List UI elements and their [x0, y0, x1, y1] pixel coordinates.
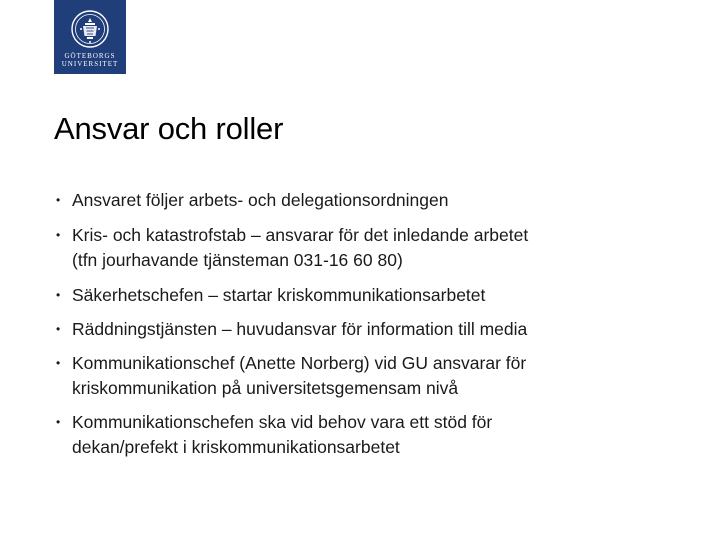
bullet-text-continued: (tfn jourhavande tjänsteman 031-16 60 80)	[72, 250, 403, 270]
bullet-dot-icon: •	[56, 193, 61, 207]
bullet-item	[56, 410, 676, 460]
logo-text-line1: GÖTEBORGS	[64, 52, 116, 60]
bullet-text: Räddningstjänsten – huvudansvar för information till media	[72, 319, 528, 339]
bullet-item	[56, 223, 676, 273]
bullet-list	[56, 188, 676, 460]
bullet-item	[56, 188, 676, 213]
bullet-item	[56, 351, 676, 401]
university-logo	[54, 0, 126, 74]
bullet-dot-icon: •	[56, 415, 61, 429]
logo-text-line2: UNIVERSITET	[61, 60, 119, 68]
university-seal-icon	[70, 9, 110, 49]
bullet-item	[56, 283, 676, 308]
bullet-text: Kommunikationschefen ska vid behov vara ett stöd för	[72, 412, 493, 432]
bullet-text: Säkerhetschefen – startar kriskommunikationsarbetet	[72, 285, 486, 305]
bullet-text: Kris- och katastrofstab – ansvarar för det inledande arbetet	[72, 225, 529, 245]
bullet-dot-icon: •	[56, 356, 61, 370]
bullet-text: Ansvaret följer arbets- och delegationsordningen	[72, 190, 449, 210]
bullet-text-continued: dekan/prefekt i kriskommunikationsarbetet	[72, 437, 400, 457]
slide-title: Ansvar och roller	[54, 111, 284, 146]
bullet-dot-icon: •	[56, 288, 61, 302]
bullet-text: Kommunikationschef (Anette Norberg) vid GU ansvarar för	[72, 353, 527, 373]
bullet-dot-icon: •	[56, 228, 61, 242]
bullet-dot-icon: •	[56, 322, 61, 336]
bullet-item	[56, 317, 676, 342]
bullet-text-continued: kriskommunikation på universitetsgemensam nivå	[72, 378, 459, 398]
